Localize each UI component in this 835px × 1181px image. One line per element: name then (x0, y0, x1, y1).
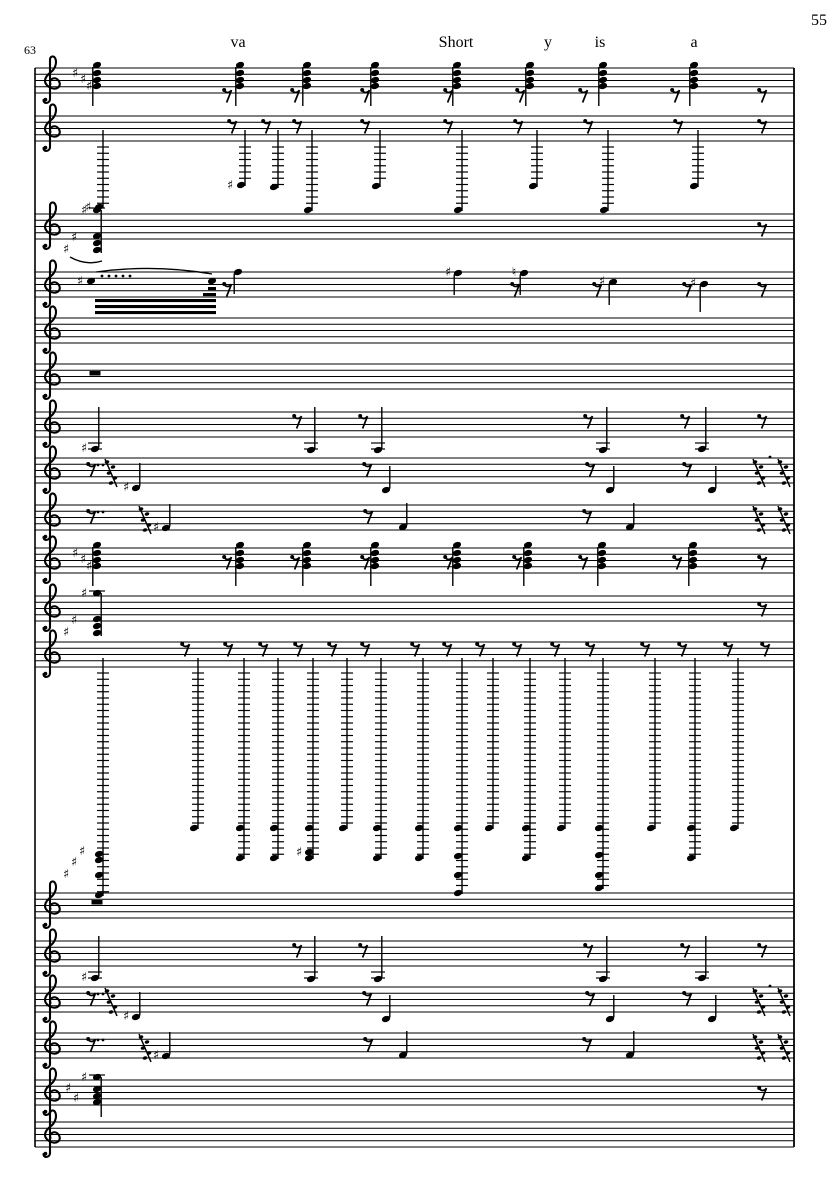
long-stem-note (303, 130, 318, 214)
staff-16 (35, 1021, 794, 1067)
treble-clef-icon (44, 1110, 60, 1156)
grace-notehead (756, 1056, 762, 1061)
eighth-rest (443, 88, 452, 103)
grace-notehead (144, 512, 150, 517)
accidental-sharp: ♯ (71, 65, 79, 80)
grace-notehead (783, 465, 789, 470)
eighth-rest (292, 943, 301, 958)
grace-notehead (758, 465, 764, 470)
notehead (92, 615, 102, 623)
notehead (92, 549, 102, 557)
grace-notehead (783, 1040, 789, 1045)
accidental-sharp: ♯ (84, 199, 92, 214)
long-stem-note (686, 658, 701, 862)
accidental-sharp: ♯ (70, 854, 78, 869)
chord (63, 585, 105, 639)
accidental-sharp: ♯ (152, 1047, 160, 1062)
treble-clef-icon (44, 536, 60, 582)
treble-clef-icon (44, 260, 60, 306)
staff-13 (35, 881, 794, 927)
long-stem-note (599, 130, 614, 214)
grace-notehead (758, 512, 764, 517)
beam (208, 287, 216, 290)
long-stem-note (338, 658, 353, 832)
notehead (92, 562, 102, 570)
eighth-rest (680, 414, 689, 429)
long-stem-note (189, 658, 204, 832)
beam (203, 293, 216, 296)
treble-clef-icon (44, 630, 60, 676)
eighth-rest (672, 555, 681, 570)
slur (96, 268, 212, 274)
accidental-sharp: ♯ (295, 844, 303, 859)
eighth-rest (515, 88, 524, 103)
notehead (452, 549, 462, 557)
treble-clef-icon (44, 446, 60, 492)
staff-12 (35, 630, 794, 899)
notehead (597, 562, 607, 570)
notehead (92, 239, 102, 247)
grace-notehead (781, 528, 787, 533)
notehead (235, 549, 245, 557)
accidental-sharp: ♯ (85, 78, 93, 93)
long-stem-note (528, 130, 543, 190)
eighth-rest (757, 555, 766, 570)
notehead (235, 562, 245, 570)
long-stem-note (594, 658, 609, 892)
grace-notehead (783, 512, 789, 517)
treble-clef-icon (44, 1021, 60, 1067)
eighth-rest (360, 119, 369, 134)
notehead (598, 69, 608, 77)
accidental-sharp: ♯ (72, 1090, 80, 1105)
eighth-rest (292, 414, 301, 429)
accidental-sharp: ♯ (79, 71, 87, 86)
notehead (452, 82, 462, 90)
chord (63, 202, 105, 256)
long-stem-note (729, 658, 744, 832)
staff-1 (35, 56, 794, 106)
note (123, 463, 141, 494)
notehead (92, 246, 102, 254)
notehead (598, 82, 608, 90)
repeat-dots (101, 275, 132, 278)
grace-notehead (781, 1010, 787, 1015)
accidental-sharp: ♯ (76, 273, 84, 288)
measure-number: 63 (24, 43, 36, 57)
treble-clef-icon (44, 104, 60, 150)
grace-notehead (756, 481, 762, 486)
eighth-rest (757, 119, 766, 134)
eighth-rest (583, 414, 592, 429)
lyric-syllable: va (230, 34, 246, 51)
staff-8 (35, 446, 794, 494)
repeat-dots (769, 456, 772, 459)
grace-notehead (142, 1056, 148, 1061)
notehead (689, 82, 699, 90)
notehead (525, 69, 535, 77)
lyric-syllable: a (690, 34, 698, 51)
grace-notehead (108, 481, 114, 486)
eighth-rest (757, 88, 766, 103)
staff-7 (35, 400, 794, 455)
long-stem-note (484, 658, 499, 832)
staff-4 (35, 260, 794, 314)
grace-notehead (144, 1040, 150, 1045)
slur (70, 257, 102, 263)
notehead (235, 82, 245, 90)
notehead (92, 622, 102, 630)
accidental-sharp: ♯ (122, 479, 130, 494)
lyric-syllable: y (544, 34, 552, 51)
treble-clef-icon (44, 400, 60, 446)
grace-notehead (758, 1040, 764, 1045)
grace-notehead (110, 465, 116, 470)
treble-clef-icon (44, 929, 60, 975)
note (695, 936, 709, 982)
eighth-rest (290, 555, 299, 570)
notehead (92, 69, 102, 77)
long-stem-note (63, 658, 109, 899)
eighth-rest (757, 943, 766, 958)
treble-clef-icon (44, 881, 60, 927)
long-stem-note (453, 130, 468, 214)
eighth-rest (358, 943, 367, 958)
accidental-sharp: ♯ (152, 519, 160, 534)
long-stem-note (414, 658, 429, 862)
accidental-sharp: ♯ (80, 202, 88, 217)
accidental-sharp: ♯ (78, 843, 86, 858)
staff-15 (35, 975, 794, 1023)
staff-14 (35, 929, 794, 984)
staff-3 (35, 202, 794, 263)
grace-notehead (783, 994, 789, 999)
note (690, 275, 709, 312)
treble-clef-icon (44, 56, 60, 102)
treble-clef-icon (44, 1068, 60, 1114)
eighth-rest (578, 88, 587, 103)
staff-17 (35, 1068, 794, 1117)
accidental-sharp: ♯ (62, 866, 70, 881)
page-number: 55 (811, 12, 827, 29)
whole-rest (92, 900, 103, 905)
accidental-sharp: ♯ (70, 612, 78, 627)
note (123, 992, 141, 1023)
beam (95, 299, 216, 302)
grace-notehead (756, 528, 762, 533)
notehead (452, 562, 462, 570)
notehead (92, 629, 102, 637)
grace-notehead (781, 481, 787, 486)
eighth-rest (670, 88, 679, 103)
repeat-dots (769, 985, 772, 988)
accidental-sharp: ♯ (80, 440, 88, 455)
eighth-rest (583, 943, 592, 958)
long-stem-note (646, 658, 661, 832)
eighth-rest (360, 88, 369, 103)
long-stem-note (296, 658, 319, 862)
eighth-rest (227, 119, 236, 134)
notehead (302, 562, 312, 570)
notehead (689, 69, 699, 77)
eighth-rest (512, 555, 521, 570)
eighth-rest (578, 555, 587, 570)
accidental-sharp: ♯ (689, 275, 697, 290)
notehead (452, 69, 462, 77)
notehead (523, 562, 533, 570)
note (233, 268, 243, 294)
staff-2 (35, 104, 794, 214)
treble-clef-icon (44, 493, 60, 539)
long-stem-note (689, 130, 704, 190)
long-stem-note (371, 130, 386, 190)
notehead (302, 82, 312, 90)
treble-clef-icon (44, 352, 60, 398)
accidental-sharp: ♯ (226, 177, 234, 192)
accidental-sharp: ♯ (85, 558, 93, 573)
long-stem-note (556, 658, 571, 832)
long-stem-note (372, 658, 387, 862)
accidental-sharp: ♯ (70, 229, 78, 244)
eighth-rest (443, 555, 452, 570)
accidental-sharp: ♯ (71, 545, 79, 560)
accidental-natural: ♮ (511, 264, 517, 279)
treble-clef-icon (44, 975, 60, 1021)
eighth-rest (443, 119, 452, 134)
notehead (525, 82, 535, 90)
grace-notehead (781, 1056, 787, 1061)
grace-notehead (142, 528, 148, 533)
accidental-sharp: ♯ (62, 624, 70, 639)
staff-18 (35, 1110, 794, 1156)
treble-clef-icon (44, 202, 60, 248)
treble-clef-icon (44, 306, 60, 352)
accidental-sharp: ♯ (598, 273, 606, 288)
beam (95, 305, 216, 308)
staff-9 (35, 493, 794, 539)
long-stem-note (453, 658, 468, 897)
accidental-sharp: ♯ (64, 1080, 72, 1095)
notehead (597, 549, 607, 557)
accidental-sharp: ♯ (62, 241, 70, 256)
eighth-rest (583, 119, 592, 134)
long-stem-note (85, 130, 109, 214)
long-stem-note (269, 130, 284, 191)
note (77, 273, 96, 288)
eighth-rest (673, 119, 682, 134)
grace-notehead (110, 994, 116, 999)
accidental-sharp: ♯ (444, 264, 452, 279)
eighth-rest (757, 414, 766, 429)
notehead (302, 69, 312, 77)
note (695, 407, 709, 453)
grace-notehead (108, 1010, 114, 1015)
notehead (302, 549, 312, 557)
long-stem-note (521, 658, 536, 862)
lyric-syllable: is (594, 34, 606, 51)
notehead (370, 69, 380, 77)
eighth-rest (222, 88, 231, 103)
accidental-sharp: ♯ (80, 585, 88, 600)
accidental-sharp: ♯ (80, 1069, 88, 1084)
accidental-sharp: ♯ (122, 1008, 130, 1023)
eighth-rest (360, 555, 369, 570)
notehead (235, 69, 245, 77)
beam (95, 311, 216, 314)
eighth-rest (680, 943, 689, 958)
eighth-rest (292, 119, 301, 134)
notehead (688, 562, 698, 570)
eighth-rest (261, 119, 270, 134)
staff-10 (35, 536, 794, 586)
notehead (370, 562, 380, 570)
eighth-rest (358, 414, 367, 429)
accidental-sharp: ♯ (79, 551, 87, 566)
staff-6 (35, 352, 794, 398)
eighth-rest (513, 119, 522, 134)
notehead (523, 549, 533, 557)
eighth-rest (222, 555, 231, 570)
notehead (92, 82, 102, 90)
notehead (370, 82, 380, 90)
eighth-rest (290, 88, 299, 103)
long-stem-note (227, 130, 251, 192)
grace-notehead (758, 994, 764, 999)
long-stem-note (235, 658, 250, 862)
lyric-syllable: Short (438, 34, 474, 51)
notehead (370, 549, 380, 557)
eighth-rest (757, 222, 766, 237)
notehead (688, 549, 698, 557)
long-stem-note (269, 658, 284, 862)
whole-rest (90, 371, 101, 376)
accidental-sharp: ♯ (80, 969, 88, 984)
staff-11 (35, 584, 794, 639)
grace-notehead (756, 1010, 762, 1015)
treble-clef-icon (44, 584, 60, 630)
